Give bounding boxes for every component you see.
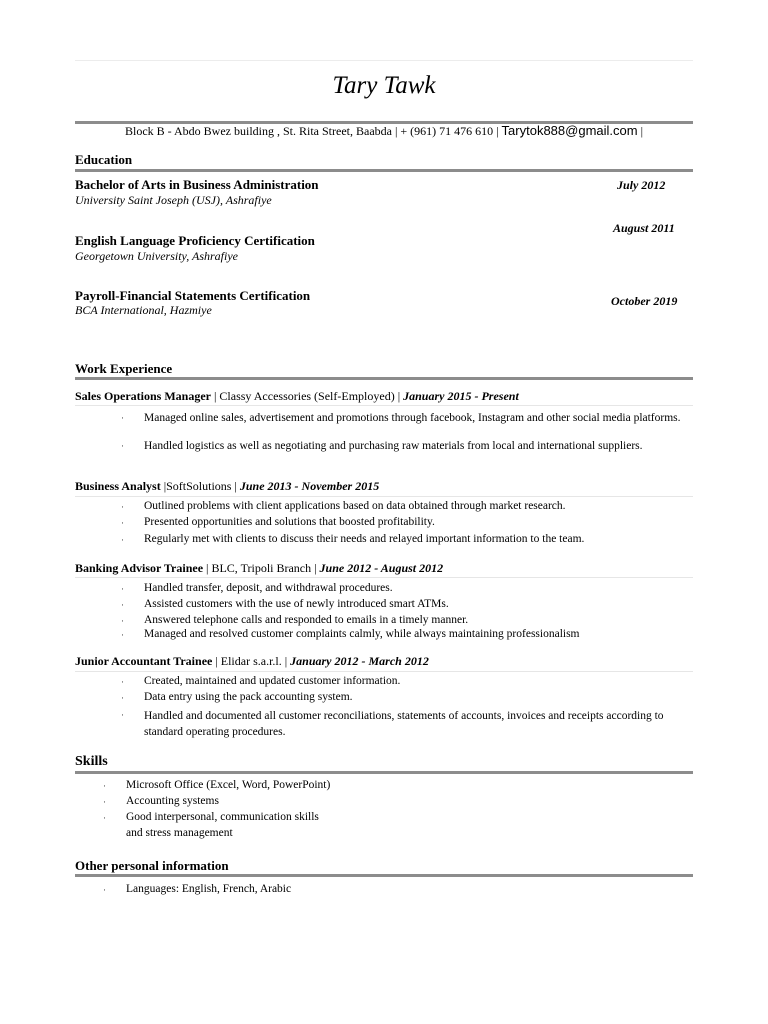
skill-item: and stress management: [126, 827, 233, 839]
job-divider: [75, 577, 693, 578]
job-title: Junior Accountant Trainee: [75, 654, 213, 668]
job-separator: |: [394, 389, 404, 403]
bullet-dot: ·: [121, 413, 124, 423]
bullet-dot: ·: [121, 693, 124, 703]
job-separator: |: [160, 479, 167, 493]
education-date: July 2012: [617, 178, 666, 192]
job-separator: |: [211, 389, 220, 403]
job-title: Business Analyst: [75, 479, 161, 493]
job-dates: January 2015 - Present: [403, 389, 519, 403]
job-heading: [75, 561, 443, 576]
job-bullet: Assisted customers with the use of newly introduced smart ATMs.: [144, 598, 449, 610]
job-company: BLC, Tripoli Branch: [211, 561, 312, 575]
bullet-dot: ·: [121, 710, 124, 720]
job-heading: [75, 389, 519, 404]
job-title: Sales Operations Manager: [75, 389, 211, 403]
skill-item: Microsoft Office (Excel, Word, PowerPoint): [126, 779, 331, 791]
job-separator: |: [203, 561, 212, 575]
section-title-other-info: Other personal information: [75, 858, 229, 873]
other-info-rule: [75, 874, 693, 877]
job-company: Elidar s.a.r.l.: [220, 654, 282, 668]
job-bullet: Created, maintained and updated customer information.: [144, 675, 401, 687]
section-title-skills: Skills: [75, 754, 108, 769]
skills-rule: [75, 771, 693, 774]
job-dates: June 2013 - November 2015: [239, 479, 380, 493]
job-bullet: Data entry using the pack accounting system.: [144, 691, 353, 703]
bullet-dot: ·: [103, 885, 106, 895]
bullet-dot: ·: [121, 584, 124, 594]
bullet-dot: ·: [121, 535, 124, 545]
contact-line: [0, 123, 768, 139]
job-bullet: Outlined problems with client applications based on data obtained through market research.: [144, 500, 566, 512]
job-company: Classy Accessories (Self-Employed): [219, 389, 395, 403]
top-divider: [75, 60, 693, 61]
bullet-dot: ·: [121, 441, 124, 451]
skill-item: Accounting systems: [126, 795, 219, 807]
job-dates: January 2012 - March 2012: [290, 654, 429, 668]
bullet-dot: ·: [103, 813, 106, 823]
resume-name: Tary Tawk: [332, 72, 436, 99]
job-divider: [75, 405, 693, 406]
contact-address-phone: Block B - Abdo Bwez building , St. Rita Street, Baabda | + (961) 71 476 610 |: [125, 124, 499, 138]
bullet-dot: ·: [121, 616, 124, 626]
education-date: August 2011: [613, 221, 675, 235]
job-divider: [75, 496, 693, 497]
other-info-item: Languages: English, French, Arabic: [126, 883, 292, 895]
job-divider: [75, 671, 693, 672]
bullet-dot: ·: [121, 600, 124, 610]
job-bullet: Regularly met with clients to discuss their needs and relayed important information to the team.: [144, 533, 585, 545]
bullet-dot: ·: [121, 502, 124, 512]
bullet-dot: ·: [121, 518, 124, 528]
job-heading: [75, 654, 429, 669]
bullet-dot: ·: [103, 781, 106, 791]
skill-item: Good interpersonal, communication skills: [126, 811, 319, 823]
job-bullet: Managed online sales, advertisement and promotions through facebook, Instagram and other social media platforms.: [144, 412, 681, 424]
job-bullet: Handled transfer, deposit, and withdrawal procedures.: [144, 582, 393, 594]
job-title: Banking Advisor Trainee: [75, 561, 204, 575]
education-degree: Payroll-Financial Statements Certification: [75, 288, 311, 303]
education-degree: Bachelor of Arts in Business Administration: [75, 177, 319, 192]
contact-suffix: |: [640, 124, 643, 138]
education-school: Georgetown University, Ashrafiye: [75, 249, 238, 263]
education-school: BCA International, Hazmiye: [75, 303, 212, 317]
bullet-dot: ·: [121, 677, 124, 687]
job-bullet: Handled and documented all customer reconciliations, statements of accounts, invoices and receipts according to standard operating procedures.: [144, 710, 664, 738]
job-bullet: Answered telephone calls and responded to emails in a timely manner.: [144, 614, 469, 626]
section-title-work-experience: Work Experience: [75, 361, 173, 376]
job-separator: |: [311, 561, 320, 575]
education-date: October 2019: [611, 294, 678, 308]
bullet-dot: ·: [103, 797, 106, 807]
job-bullet: Managed and resolved customer complaints calmly, while always maintaining professionalism: [144, 628, 580, 640]
section-title-education: Education: [75, 152, 133, 167]
education-rule: [75, 169, 693, 172]
bullet-dot: ·: [121, 630, 124, 640]
contact-email[interactable]: Tarytok888@gmail.com: [501, 123, 638, 138]
job-bullet: Handled logistics as well as negotiating and purchasing raw materials from local and international suppliers.: [144, 440, 643, 452]
job-separator: |: [212, 654, 221, 668]
job-bullet: Presented opportunities and solutions that boosted profitability.: [144, 516, 435, 528]
work-rule: [75, 377, 693, 380]
job-separator: |: [231, 479, 240, 493]
job-separator: |: [281, 654, 291, 668]
education-school: University Saint Joseph (USJ), Ashrafiye: [75, 193, 272, 207]
job-dates: June 2012 - August 2012: [319, 561, 444, 575]
education-degree: English Language Proficiency Certification: [75, 233, 315, 248]
job-company: SoftSolutions: [166, 479, 232, 493]
job-heading: [75, 479, 379, 494]
